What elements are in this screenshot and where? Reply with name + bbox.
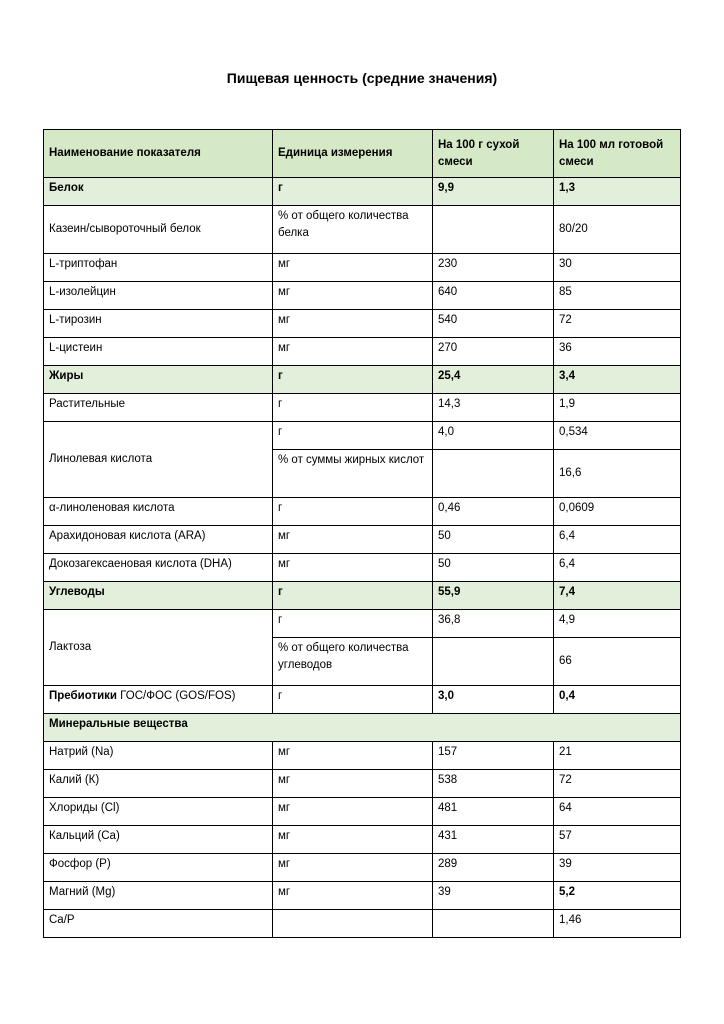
row-unit: г bbox=[273, 686, 433, 714]
row-value-100ml: 16,6 bbox=[554, 450, 681, 498]
table-row bbox=[44, 610, 681, 638]
header-per-100g: На 100 г сухой смеси bbox=[433, 130, 554, 178]
row-unit: мг bbox=[273, 310, 433, 338]
table-row bbox=[44, 254, 681, 282]
header-unit: Единица измерения bbox=[273, 130, 433, 178]
row-unit: мг bbox=[273, 882, 433, 910]
table-row bbox=[44, 310, 681, 338]
header-per-100ml: На 100 мл готовой смеси bbox=[554, 130, 681, 178]
row-unit: мг bbox=[273, 554, 433, 582]
row-unit: мг bbox=[273, 798, 433, 826]
table-row bbox=[44, 394, 681, 422]
row-value-100g: 36,8 bbox=[433, 610, 554, 638]
row-name: Растительные bbox=[44, 394, 273, 422]
table-row-group bbox=[44, 178, 681, 206]
row-unit: г bbox=[273, 422, 433, 450]
row-value-100ml: 5,2 bbox=[554, 882, 681, 910]
row-value-100g bbox=[433, 206, 554, 254]
table-row-group bbox=[44, 714, 681, 742]
row-name: Кальций (Ca) bbox=[44, 826, 273, 854]
row-value-100ml: 0,534 bbox=[554, 422, 681, 450]
table-row bbox=[44, 826, 681, 854]
row-value-100ml: 72 bbox=[554, 770, 681, 798]
table-row bbox=[44, 882, 681, 910]
row-unit: мг bbox=[273, 826, 433, 854]
row-value-100g: 55,9 bbox=[433, 582, 554, 610]
row-unit: г bbox=[273, 582, 433, 610]
row-unit: мг bbox=[273, 770, 433, 798]
header-name: Наименование показателя bbox=[44, 130, 273, 178]
table-row-group bbox=[44, 366, 681, 394]
row-name: α-линоленовая кислота bbox=[44, 498, 273, 526]
row-value-100ml: 4,9 bbox=[554, 610, 681, 638]
row-value-100g bbox=[433, 638, 554, 686]
row-name: Ca/P bbox=[44, 910, 273, 938]
table-row bbox=[44, 854, 681, 882]
row-value-100g: 540 bbox=[433, 310, 554, 338]
row-unit: г bbox=[273, 366, 433, 394]
row-unit: г bbox=[273, 394, 433, 422]
row-value-100ml: 85 bbox=[554, 282, 681, 310]
row-value-100ml: 72 bbox=[554, 310, 681, 338]
row-value-100g bbox=[433, 450, 554, 498]
row-name: L-тирозин bbox=[44, 310, 273, 338]
row-value-100g: 50 bbox=[433, 554, 554, 582]
table-row bbox=[44, 742, 681, 770]
row-value-100g: 431 bbox=[433, 826, 554, 854]
table-row bbox=[44, 770, 681, 798]
row-name: Фосфор (P) bbox=[44, 854, 273, 882]
table-row bbox=[44, 338, 681, 366]
row-value-100g: 481 bbox=[433, 798, 554, 826]
table-row bbox=[44, 498, 681, 526]
row-unit bbox=[273, 910, 433, 938]
row-value-100ml: 6,4 bbox=[554, 526, 681, 554]
row-value-100g: 230 bbox=[433, 254, 554, 282]
table-row bbox=[44, 686, 681, 714]
row-name: Докозагексаеновая кислота (DHA) bbox=[44, 554, 273, 582]
row-value-100g: 289 bbox=[433, 854, 554, 882]
row-unit: % от суммы жирных кислот bbox=[273, 450, 433, 498]
table-row bbox=[44, 910, 681, 938]
table-header-row bbox=[44, 130, 681, 178]
row-value-100g: 14,3 bbox=[433, 394, 554, 422]
row-value-100ml: 30 bbox=[554, 254, 681, 282]
row-unit: мг bbox=[273, 282, 433, 310]
row-value-100ml: 0,4 bbox=[554, 686, 681, 714]
table-row bbox=[44, 526, 681, 554]
row-name: Калий (К) bbox=[44, 770, 273, 798]
row-name: Лактоза bbox=[44, 610, 273, 686]
row-name-rest: ГОС/ФОС (GOS/FOS) bbox=[116, 690, 236, 702]
row-name-bold: Пребиотики bbox=[49, 690, 117, 702]
row-name: Минеральные вещества bbox=[44, 714, 681, 742]
row-name: L-цистеин bbox=[44, 338, 273, 366]
row-value-100ml: 6,4 bbox=[554, 554, 681, 582]
row-value-100ml: 21 bbox=[554, 742, 681, 770]
row-value-100ml: 1,9 bbox=[554, 394, 681, 422]
row-name: Жиры bbox=[44, 366, 273, 394]
row-value-100ml: 1,3 bbox=[554, 178, 681, 206]
row-value-100g: 157 bbox=[433, 742, 554, 770]
row-value-100ml: 3,4 bbox=[554, 366, 681, 394]
row-value-100g: 640 bbox=[433, 282, 554, 310]
row-name: Натрий (Na) bbox=[44, 742, 273, 770]
row-unit: мг bbox=[273, 526, 433, 554]
row-value-100ml: 36 bbox=[554, 338, 681, 366]
row-name: L-триптофан bbox=[44, 254, 273, 282]
row-value-100ml: 66 bbox=[554, 638, 681, 686]
row-name bbox=[44, 686, 273, 714]
row-value-100ml: 57 bbox=[554, 826, 681, 854]
row-unit: г bbox=[273, 610, 433, 638]
row-name: Хлориды (Cl) bbox=[44, 798, 273, 826]
row-unit: г bbox=[273, 178, 433, 206]
page-title: Пищевая ценность (средние значения) bbox=[226, 70, 498, 86]
table-row bbox=[44, 282, 681, 310]
table-row-group bbox=[44, 582, 681, 610]
row-value-100g: 25,4 bbox=[433, 366, 554, 394]
row-unit: мг bbox=[273, 338, 433, 366]
row-name: Казеин/сывороточный белок bbox=[44, 206, 273, 254]
row-value-100ml: 1,46 bbox=[554, 910, 681, 938]
row-value-100g: 538 bbox=[433, 770, 554, 798]
row-value-100g: 4,0 bbox=[433, 422, 554, 450]
row-name: Магний (Mg) bbox=[44, 882, 273, 910]
row-value-100g: 3,0 bbox=[433, 686, 554, 714]
row-value-100ml: 64 bbox=[554, 798, 681, 826]
row-value-100g: 39 bbox=[433, 882, 554, 910]
row-unit: % от общего количества углеводов bbox=[273, 638, 433, 686]
row-value-100ml: 80/20 bbox=[554, 206, 681, 254]
row-value-100ml: 0,0609 bbox=[554, 498, 681, 526]
row-unit: мг bbox=[273, 254, 433, 282]
row-value-100g: 9,9 bbox=[433, 178, 554, 206]
row-name: Линолевая кислота bbox=[44, 422, 273, 498]
row-unit: % от общего количества белка bbox=[273, 206, 433, 254]
row-name: L-изолейцин bbox=[44, 282, 273, 310]
row-name: Арахидоновая кислота (ARA) bbox=[44, 526, 273, 554]
row-value-100ml: 39 bbox=[554, 854, 681, 882]
table-row bbox=[44, 554, 681, 582]
table-row bbox=[44, 206, 681, 254]
row-name: Углеводы bbox=[44, 582, 273, 610]
table-row bbox=[44, 422, 681, 450]
nutrition-table bbox=[43, 129, 681, 938]
table-row bbox=[44, 798, 681, 826]
row-unit: мг bbox=[273, 854, 433, 882]
row-unit: г bbox=[273, 498, 433, 526]
row-value-100g bbox=[433, 910, 554, 938]
row-value-100g: 270 bbox=[433, 338, 554, 366]
row-value-100g: 0,46 bbox=[433, 498, 554, 526]
row-value-100g: 50 bbox=[433, 526, 554, 554]
row-value-100ml: 7,4 bbox=[554, 582, 681, 610]
row-unit: мг bbox=[273, 742, 433, 770]
row-name: Белок bbox=[44, 178, 273, 206]
